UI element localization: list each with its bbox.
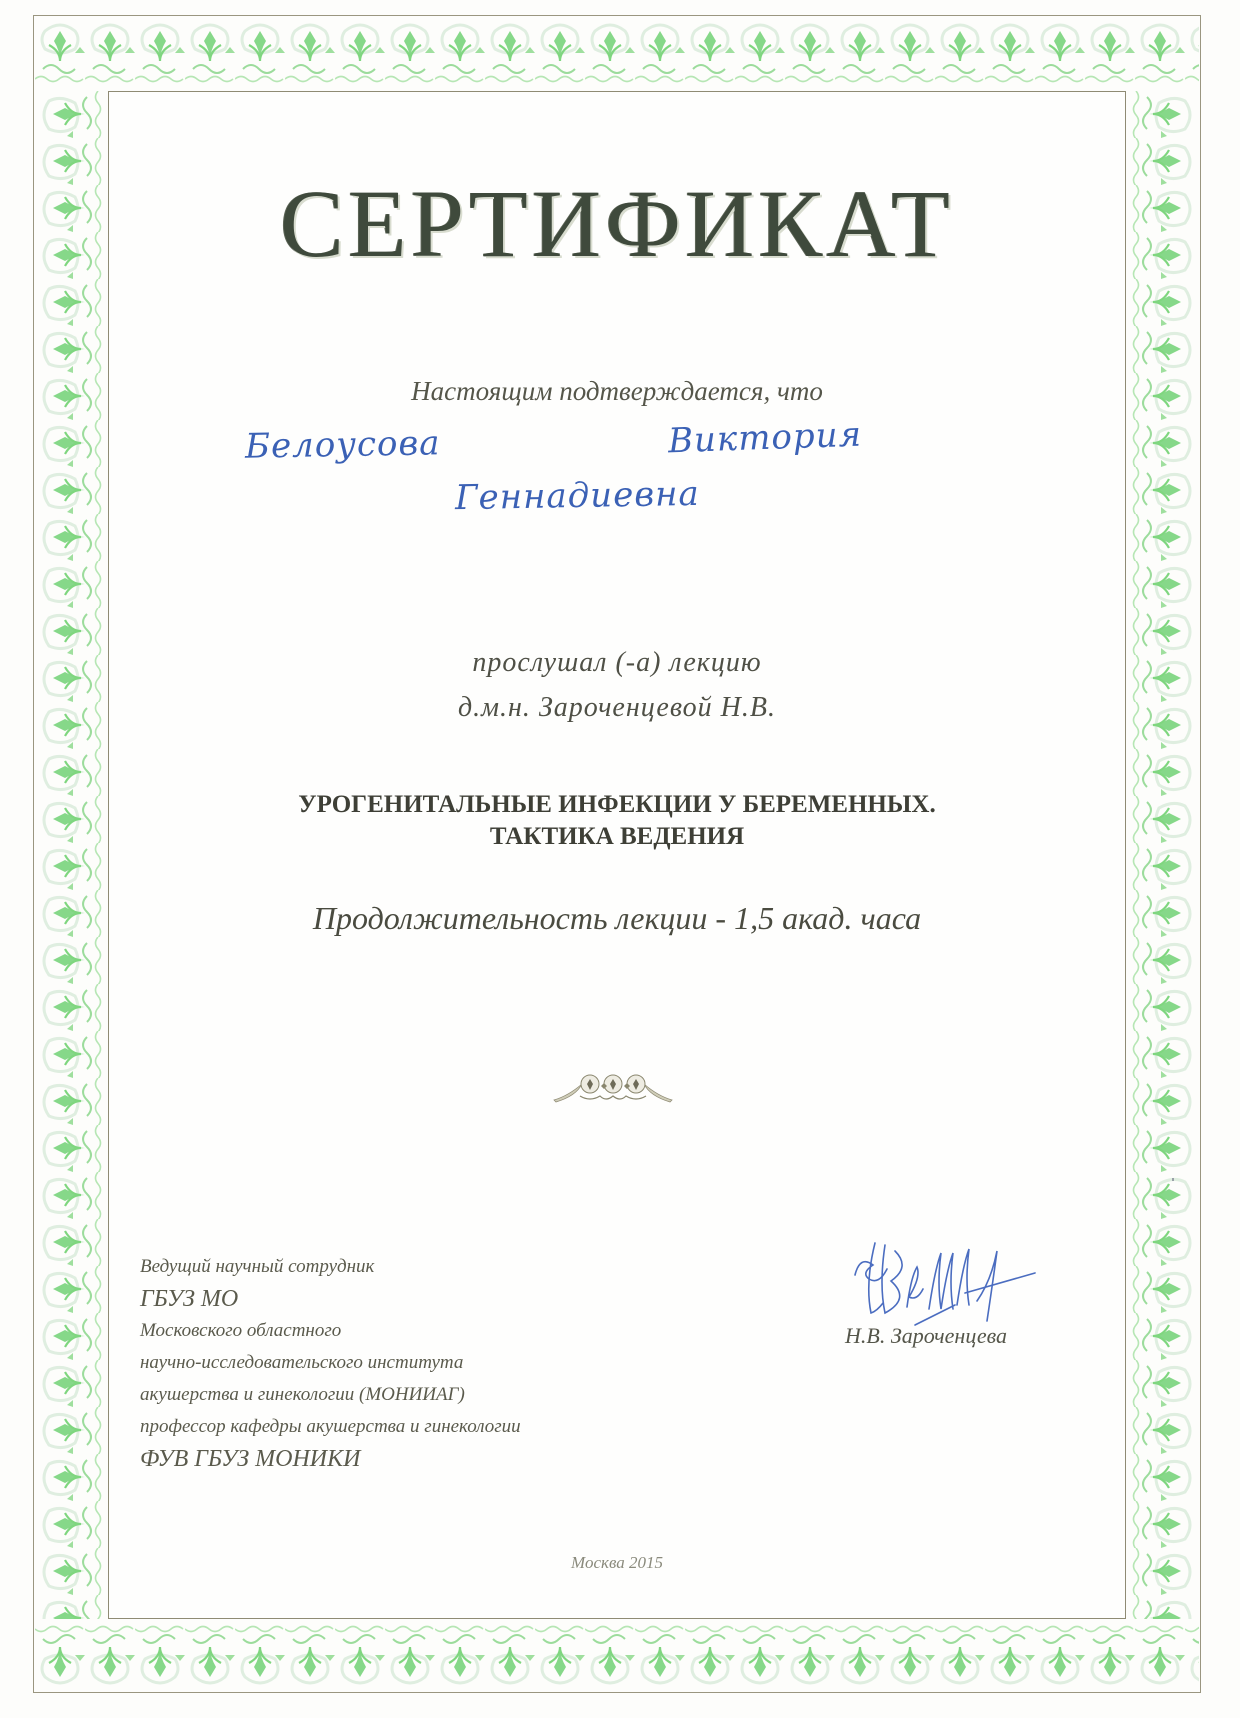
floral-border-icon (1126, 91, 1199, 1619)
listened-text: прослушал (-а) лекцию (472, 647, 762, 678)
lecture-duration: Продолжительность лекции - 1,5 акад. часа (312, 900, 922, 936)
ornamental-border-top (35, 17, 1199, 91)
signatory-title-block (140, 1251, 521, 1475)
recipient-patronymic: Геннадиевна (454, 473, 701, 519)
signatory-name: Н.В. Зароченцева (845, 1323, 1008, 1348)
intro-text: Настоящим подтверждается, что (411, 376, 823, 406)
signatory-line: Ведущий научный сотрудник (140, 1256, 375, 1277)
handwritten-signature (845, 1235, 1065, 1330)
ornamental-border-right (1126, 91, 1199, 1619)
signatory-line: акушерства и гинекологии (МОНИИАГ) (140, 1384, 465, 1405)
signatory-line: научно-исследовательского института (140, 1352, 464, 1373)
signatory-line: ФУВ ГБУЗ МОНИКИ (140, 1446, 361, 1472)
floral-border-icon (35, 91, 108, 1619)
floral-border-icon (35, 1619, 1199, 1691)
lecturer-name: д.м.н. Зароченцевой Н.В. (458, 692, 776, 723)
signatory-line: профессор кафедры акушерства и гинекологии (140, 1416, 521, 1437)
signatory-line: ГБУЗ МО (140, 1286, 239, 1312)
certificate-title: СЕРТИФИКАТ (280, 170, 954, 277)
signatory-line: Московского областного (140, 1320, 342, 1341)
ornamental-border-bottom (35, 1619, 1199, 1691)
recipient-first-name: Виктория (667, 414, 863, 462)
scan-speck (1172, 1178, 1174, 1181)
floral-divider-icon (552, 1070, 674, 1108)
ornamental-border-left (35, 91, 108, 1619)
recipient-surname: Белоусова (244, 423, 441, 467)
floral-border-icon (35, 17, 1199, 91)
place-and-year: Москва 2015 (571, 1553, 663, 1572)
lecture-topic-line-1: УРОГЕНИТАЛЬНЫЕ ИНФЕКЦИИ У БЕРЕМЕННЫХ. (298, 791, 936, 818)
lecture-topic-line-2: ТАКТИКА ВЕДЕНИЯ (489, 823, 745, 850)
